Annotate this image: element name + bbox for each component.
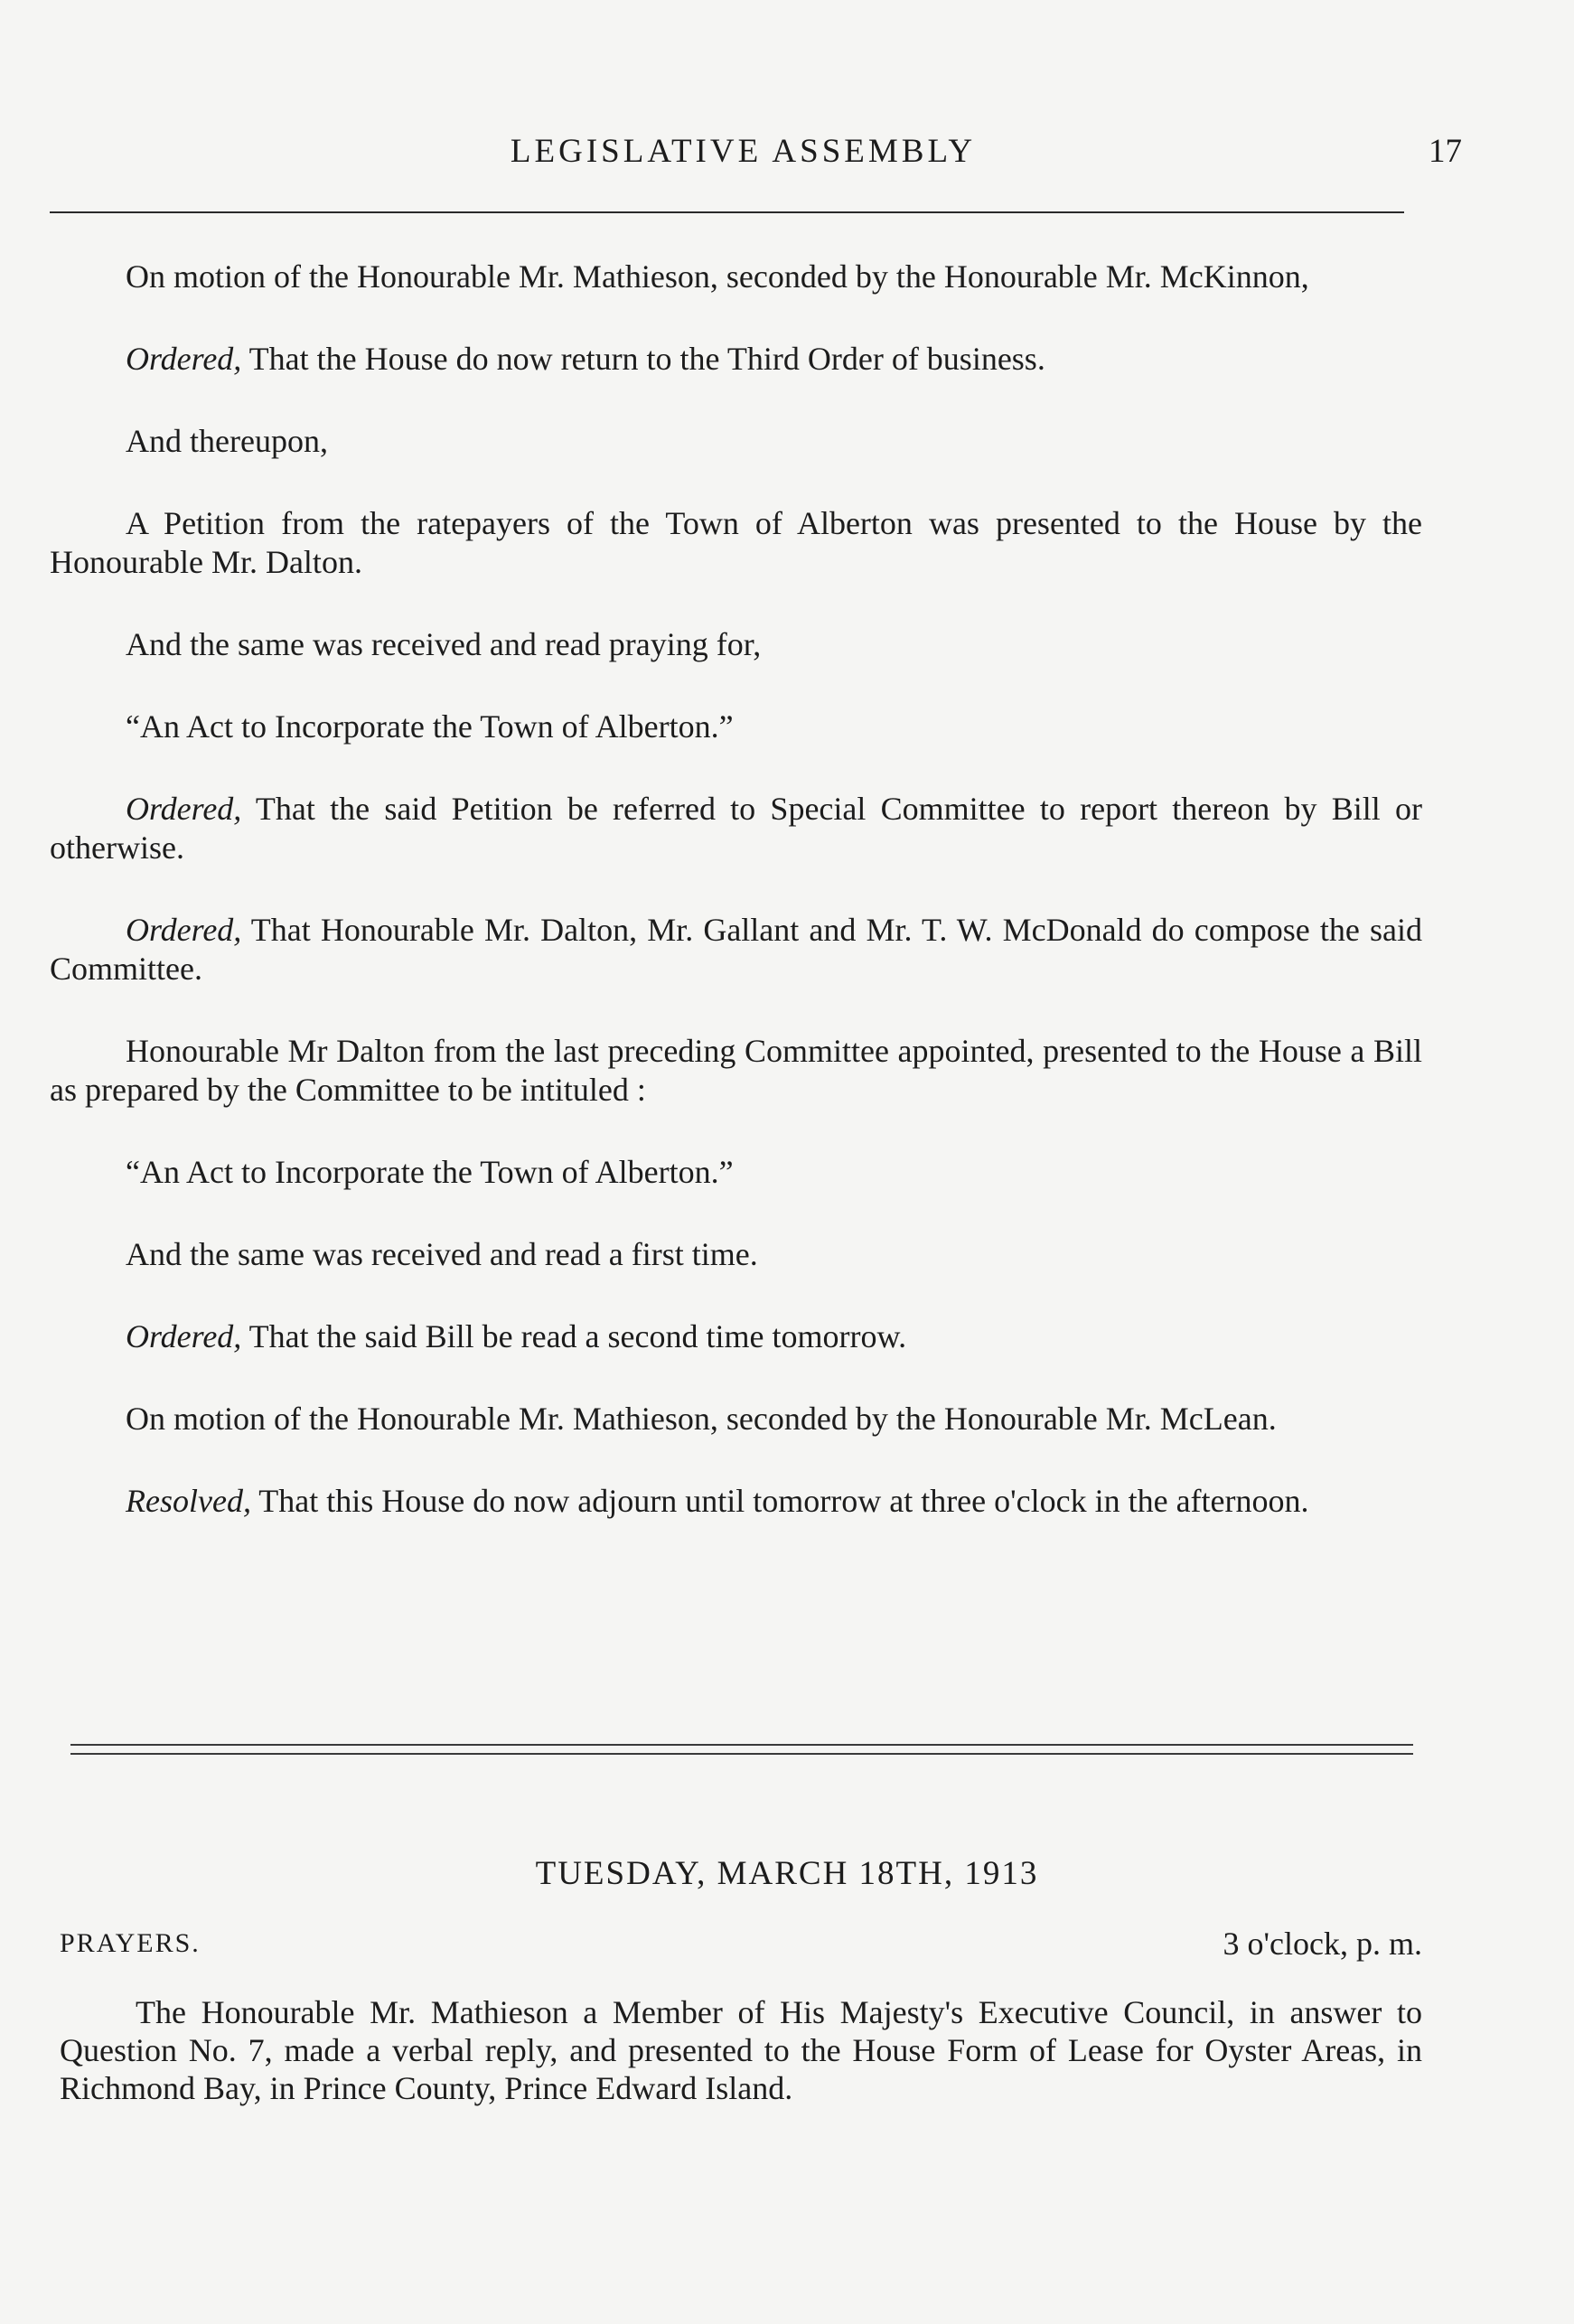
prayers-line xyxy=(60,1925,1422,1966)
header-rule xyxy=(50,211,1404,213)
paragraph-text: And thereupon, xyxy=(126,423,328,459)
paragraph-text: That the said Petition be referred to Special Committee to report thereon by Bill or otherwise. xyxy=(50,791,1422,866)
paragraph-resolved-adjourn xyxy=(50,1482,1422,1521)
paragraph-ordered-third-order xyxy=(50,340,1422,379)
paragraph-ordered-referred xyxy=(50,790,1422,867)
paragraph-text: Honourable Mr Dalton from the last preceding Committee appointed, presented to the House a Bill as prepared by the Committee to be intituled : xyxy=(50,1033,1422,1108)
paragraph-text: That Honourable Mr. Dalton, Mr. Gallant and Mr. T. W. McDonald do compose the said Committee. xyxy=(50,912,1422,987)
paragraph-text: And the same was received and read praying for, xyxy=(126,626,762,662)
paragraph-bill-presented xyxy=(50,1032,1422,1110)
paragraph-motion-return xyxy=(50,258,1422,296)
paragraph-ordered-second-reading xyxy=(50,1317,1422,1356)
paragraph-text: That this House do now adjourn until tomorrow at three o'clock in the afternoon. xyxy=(250,1483,1309,1519)
paragraph-lead: Resolved, xyxy=(126,1483,251,1519)
paragraph-text: A Petition from the ratepayers of the Town of Alberton was presented to the House by the Honourable Mr. Dalton. xyxy=(50,505,1422,580)
paragraph-text: On motion of the Honourable Mr. Mathieson, seconded by the Honourable Mr. McKinnon, xyxy=(126,258,1309,295)
running-title: LEGISLATIVE ASSEMBLY xyxy=(510,133,977,170)
paragraph-thereupon xyxy=(50,422,1422,461)
paragraph-petition xyxy=(50,504,1422,582)
paragraph-lead: Ordered, xyxy=(126,341,242,377)
paragraph-lead: Ordered, xyxy=(126,1318,242,1354)
paragraph-ordered-committee xyxy=(50,911,1422,989)
proceedings-section xyxy=(50,258,1422,1521)
paragraph-lead: Ordered, xyxy=(126,912,242,948)
sitting-section xyxy=(60,1993,1422,2107)
prayers-label: PRAYERS. xyxy=(60,1928,201,1958)
page-header xyxy=(50,132,1462,177)
section-divider xyxy=(70,1744,1413,1755)
page-number: 17 xyxy=(1429,133,1462,170)
paragraph-oyster-lease: The Honourable Mr. Mathieson a Member of His Majesty's Executive Council, in answer to Question No. 7, made a verbal reply, and presented to the House Form of Lease for Oyster Areas, in Richmond Bay, in Prince County, Prince Edward Island. xyxy=(60,1994,1422,2106)
paragraph-text: And the same was received and read a first time. xyxy=(126,1236,758,1272)
paragraph-motion-adjourn xyxy=(50,1400,1422,1438)
paragraph-lead: Ordered, xyxy=(126,791,242,827)
paragraph-text: That the said Bill be read a second time tomorrow. xyxy=(241,1318,907,1354)
date-heading: TUESDAY, MARCH 18TH, 1913 xyxy=(535,1855,1039,1892)
paragraph-text: On motion of the Honourable Mr. Mathieson, seconded by the Honourable Mr. McLean. xyxy=(126,1401,1277,1437)
paragraph-text: “An Act to Incorporate the Town of Alberton.” xyxy=(126,1154,734,1190)
sitting-time: 3 o'clock, p. m. xyxy=(1223,1926,1422,1962)
paragraph-received-praying xyxy=(50,625,1422,664)
paragraph-first-reading xyxy=(50,1235,1422,1274)
paragraph-text: “An Act to Incorporate the Town of Alberton.” xyxy=(126,708,734,745)
paragraph-act-title xyxy=(50,708,1422,746)
paragraph-text: That the House do now return to the Third Order of business. xyxy=(241,341,1045,377)
paragraph-act-title xyxy=(50,1153,1422,1192)
